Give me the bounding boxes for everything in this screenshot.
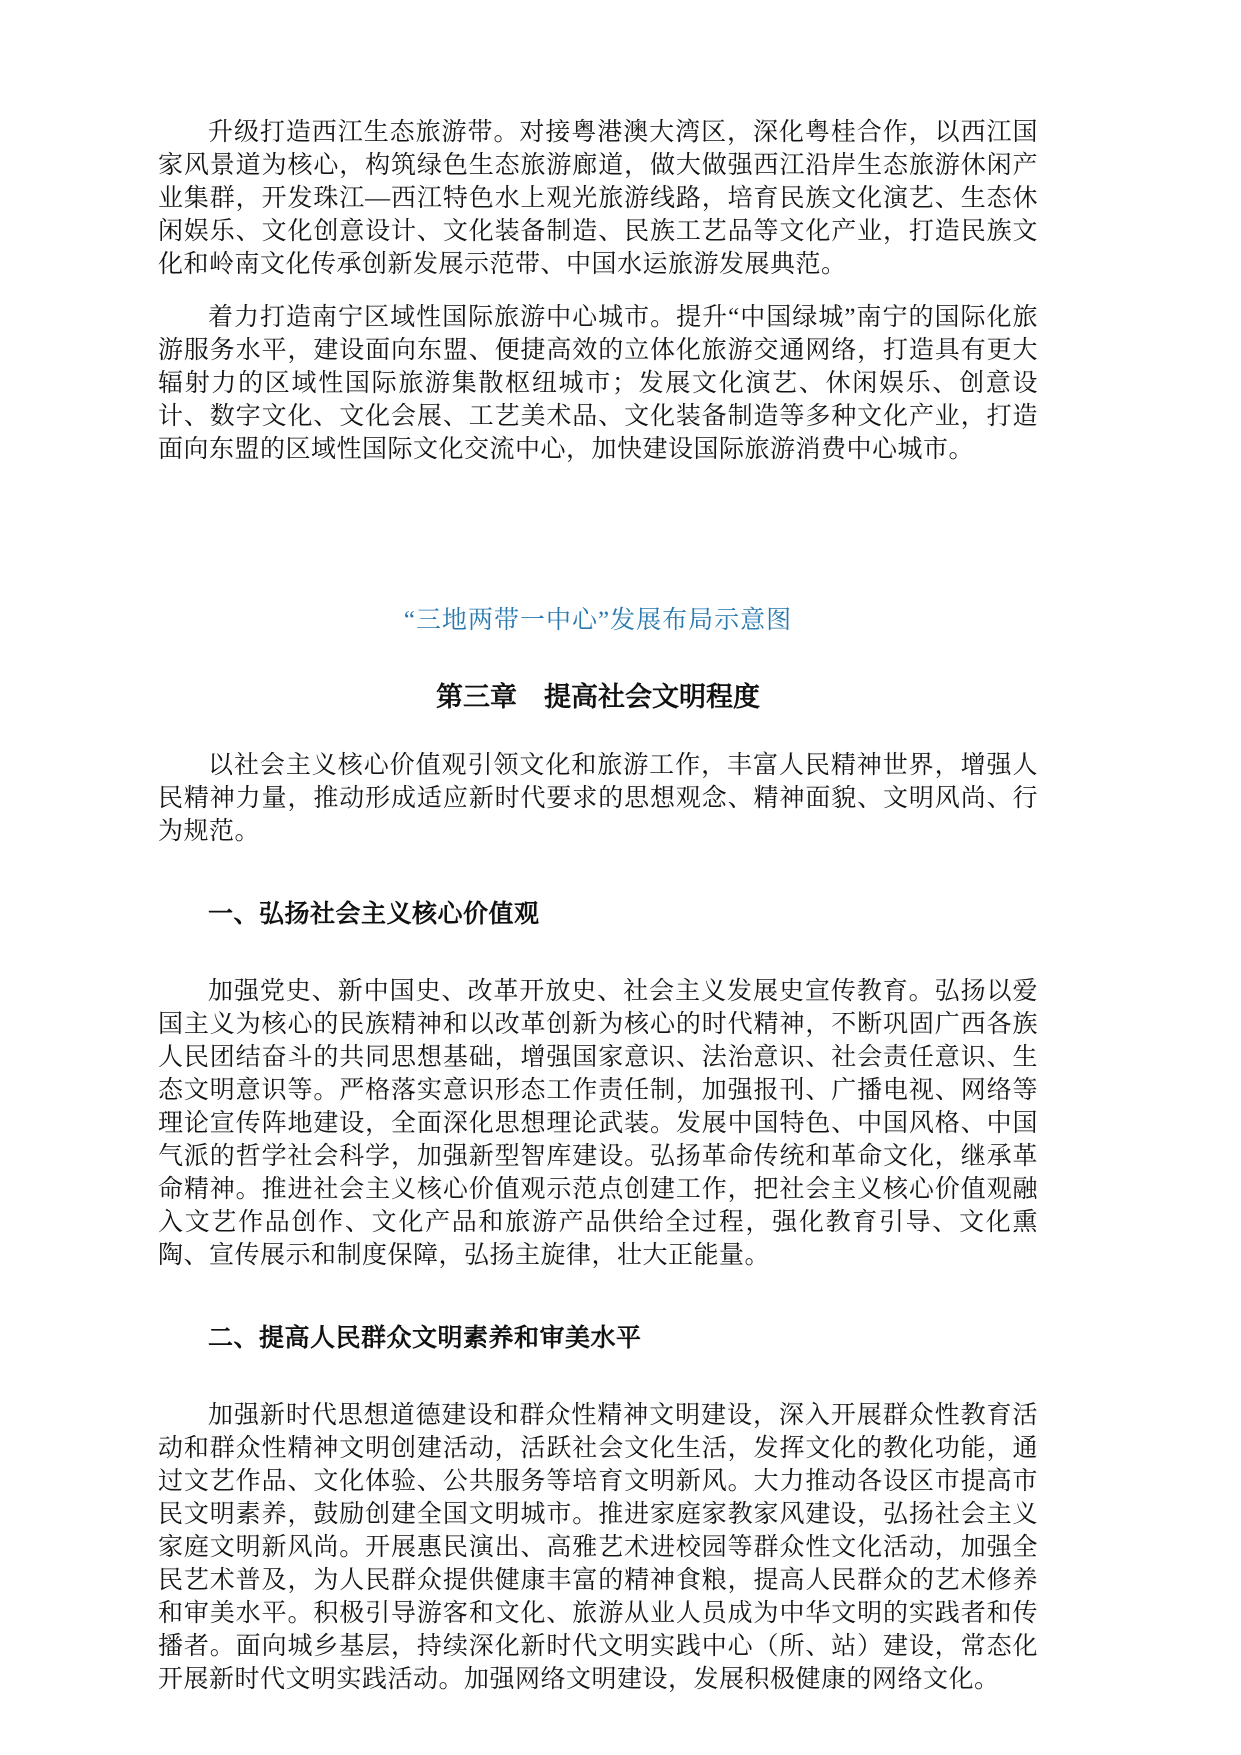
paragraph-core-values: 加强党史、新中国史、改革开放史、社会主义发展史宣传教育。弘扬以爱国主义为核心的民族精神和以改革创新为核心的时代精神，不断巩固广西各族人民团结奋斗的共同思想基础，增强国家意识、法治意识、社会责任意识、生态文明意识等。严格落实意识形态工作责任制，加强报刊、广播电视、网络等理论宣传阵地建设，全面深化思想理论武装。发展中国特色、中国风格、中国气派的哲学社会科学，加强新型智库建设。弘扬革命传统和革命文化，继承革命精神。推进社会主义核心价值观示范点创建工作，把社会主义核心价值观融入文艺作品创作、文化产品和旅游产品供给全过程，强化教育引导、文化熏陶、宣传展示和制度保障，弘扬主旋律，壮大正能量。: [158, 978, 1038, 1269]
paragraph-chapter-intro: 以社会主义核心价值观引领文化和旅游工作，丰富人民精神世界，增强人民精神力量，推动形成适应新时代要求的思想观念、精神面貌、文明风尚、行为规范。: [158, 752, 1038, 845]
section-heading-core-values: 一、弘扬社会主义核心价值观: [208, 900, 540, 928]
figure-caption: “三地两带一中心”发展布局示意图: [403, 607, 793, 634]
chapter-title: 第三章 提高社会文明程度: [436, 682, 760, 712]
paragraph-xijiang-tourism-belt: 升级打造西江生态旅游带。对接粤港澳大湾区，深化粤桂合作，以西江国家风景道为核心，构筑绿色生态旅游廊道，做大做强西江沿岸生态旅游休闲产业集群，开发珠江—西江特色水上观光旅游线路，培育民族文化演艺、生态休闲娱乐、文化创意设计、文化装备制造、民族工艺品等文化产业，打造民族文化和岭南文化传承创新发展示范带、中国水运旅游发展典范。: [158, 119, 1038, 278]
paragraph-nanning-tourism-center: 着力打造南宁区域性国际旅游中心城市。提升“中国绿城”南宁的国际化旅游服务水平，建设面向东盟、便捷高效的立体化旅游交通网络，打造具有更大辐射力的区域性国际旅游集散枢纽城市；发展文化演艺、休闲娱乐、创意设计、数字文化、文化会展、工艺美术品、文化装备制造等多种文化产业，打造面向东盟的区域性国际文化交流中心，加快建设国际旅游消费中心城市。: [158, 304, 1038, 463]
figure-placeholder: [158, 466, 1038, 604]
paragraph-civility-aesthetics: 加强新时代思想道德建设和群众性精神文明建设，深入开展群众性教育活动和群众性精神文明创建活动，活跃社会文化生活，发挥文化的教化功能，通过文艺作品、文化体验、公共服务等培育文明新风。大力推动各设区市提高市民文明素养，鼓励创建全国文明城市。推进家庭家教家风建设，弘扬社会主义家庭文明新风尚。开展惠民演出、高雅艺术进校园等群众性文化活动，加强全民艺术普及，为人民群众提供健康丰富的精神食粮，提高人民群众的艺术修养和审美水平。积极引导游客和文化、旅游从业人员成为中华文明的实践者和传播者。面向城乡基层，持续深化新时代文明实践中心（所、站）建设，常态化开展新时代文明实践活动。加强网络文明建设，发展积极健康的网络文化。: [158, 1402, 1038, 1693]
section-heading-civility-aesthetics: 二、提高人民群众文明素养和审美水平: [208, 1324, 642, 1352]
